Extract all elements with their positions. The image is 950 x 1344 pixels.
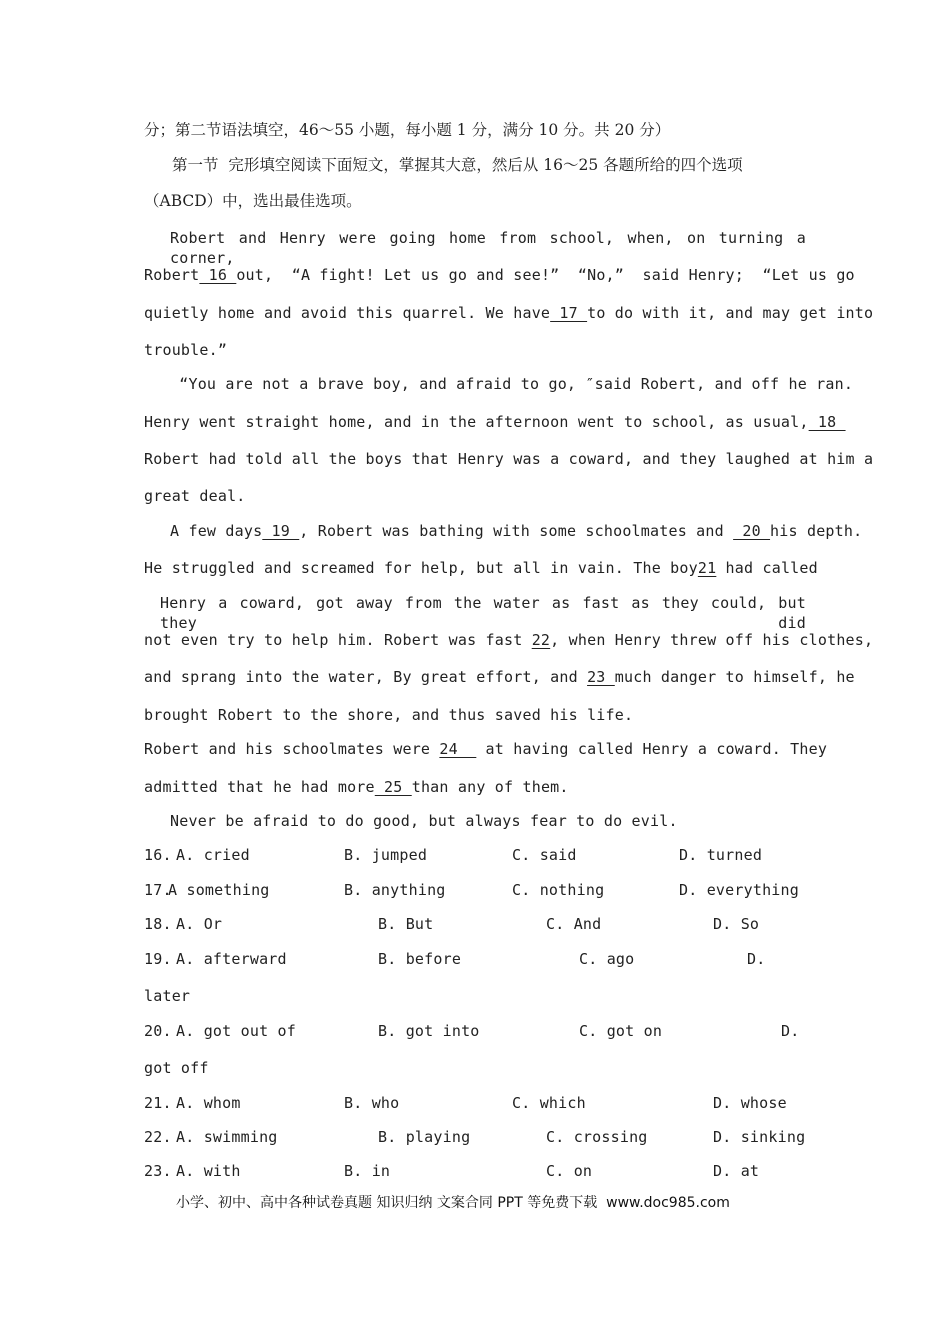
passage-line: quietly home and avoid this quarrel. We have 17 to do with it, and may get into — [144, 304, 874, 322]
option-c: C. nothing — [512, 881, 605, 899]
option-c: C. said — [512, 846, 577, 864]
option-a: A. afterward — [176, 950, 287, 968]
option-a: A. with — [176, 1162, 241, 1180]
instruction-line: 分；第二节语法填空，46～55 小题，每小题 1 分，满分 10 分。共 20 分） — [144, 121, 671, 139]
blank-16: 16 — [199, 266, 237, 284]
option-b: B. before — [378, 950, 462, 968]
option-b: B. But — [378, 915, 434, 933]
option-a: A. cried — [176, 846, 250, 864]
option-d: D. — [747, 950, 766, 968]
option-a: A. Or — [176, 915, 223, 933]
passage-line: great deal. — [144, 487, 246, 505]
option-d-continued: got off — [144, 1059, 209, 1077]
blank-23: 23 — [587, 668, 615, 686]
blank-19: 19 — [262, 522, 300, 540]
option-b: B. got into — [378, 1022, 480, 1040]
option-a: A something — [168, 881, 270, 899]
passage-line: Henry went straight home, and in the afternoon went to school, as usual, 18 — [144, 413, 846, 431]
option-c: C. got on — [579, 1022, 663, 1040]
option-c: C. which — [512, 1094, 586, 1112]
passage-line: not even try to help him. Robert was fast 22, when Henry threw off his clothes, — [144, 631, 874, 649]
option-b: B. in — [344, 1162, 391, 1180]
option-a: A. swimming — [176, 1128, 278, 1146]
option-d: D. turned — [679, 846, 763, 864]
option-b: B. who — [344, 1094, 400, 1112]
blank-18: 18 — [808, 413, 846, 431]
passage-line: “You are not a brave boy, and afraid to go, ″said Robert, and off he ran. — [170, 375, 854, 393]
option-b: B. playing — [378, 1128, 471, 1146]
question-number: 21. — [144, 1094, 172, 1112]
passage-line: trouble.” — [144, 341, 228, 359]
passage-line: Henry a coward, got away from the water as fast as they could, but they did — [160, 594, 806, 632]
blank-24: 24 — [439, 740, 477, 758]
blank-17: 17 — [550, 304, 588, 322]
passage-line: Robert 16 out, “A fight! Let us go and see!” “No,” said Henry; “Let us go — [144, 266, 855, 284]
option-c: C. And — [546, 915, 602, 933]
passage-line: and sprang into the water, By great effort, and 23 much danger to himself, he — [144, 668, 855, 686]
option-d: D. at — [713, 1162, 760, 1180]
blank-20: 20 — [733, 522, 771, 540]
option-a: A. whom — [176, 1094, 241, 1112]
question-number: 17. — [144, 881, 172, 899]
passage-line: A few days 19 , Robert was bathing with some schoolmates and 20 his depth. — [170, 522, 863, 540]
section-title: 第一节 完形填空阅读下面短文，掌握其大意，然后从 16～25 各题所给的四个选项 — [172, 156, 743, 174]
blank-22: 22 — [531, 631, 551, 649]
option-c: C. ago — [579, 950, 635, 968]
passage-line: He struggled and screamed for help, but all in vain. The boy21 had called — [144, 559, 818, 577]
footer-watermark-text: 小学、初中、高中各种试卷真题 知识归纳 文案合同 PPT 等免费下载 www.doc985.com — [176, 1195, 730, 1211]
option-d: D. sinking — [713, 1128, 806, 1146]
question-number: 22. — [144, 1128, 172, 1146]
section-title-continued: （ABCD）中，选出最佳选项。 — [144, 192, 362, 210]
blank-21: 21 — [697, 559, 717, 577]
passage-line: admitted that he had more 25 than any of them. — [144, 778, 569, 796]
option-a: A. got out of — [176, 1022, 296, 1040]
option-d-continued: later — [144, 987, 191, 1005]
question-number: 19. — [144, 950, 172, 968]
option-c: C. on — [546, 1162, 593, 1180]
option-b: B. anything — [344, 881, 446, 899]
passage-line: Robert had told all the boys that Henry was a coward, and they laughed at him a — [144, 450, 874, 468]
question-number: 16. — [144, 846, 172, 864]
option-d: D. everything — [679, 881, 799, 899]
option-d: D. — [781, 1022, 800, 1040]
option-d: D. So — [713, 915, 760, 933]
option-b: B. jumped — [344, 846, 428, 864]
passage-line: brought Robert to the shore, and thus saved his life. — [144, 706, 634, 724]
blank-25: 25 — [374, 778, 412, 796]
passage-line: Robert and his schoolmates were 24 at having called Henry a coward. They — [144, 740, 828, 758]
question-number: 23. — [144, 1162, 172, 1180]
question-number: 20. — [144, 1022, 172, 1040]
question-number: 18. — [144, 915, 172, 933]
passage-line: Robert and Henry were going home from school, when, on turning a corner, — [170, 229, 806, 267]
moral-line: Never be afraid to do good, but always fear to do evil. — [170, 812, 678, 830]
option-c: C. crossing — [546, 1128, 648, 1146]
option-d: D. whose — [713, 1094, 787, 1112]
